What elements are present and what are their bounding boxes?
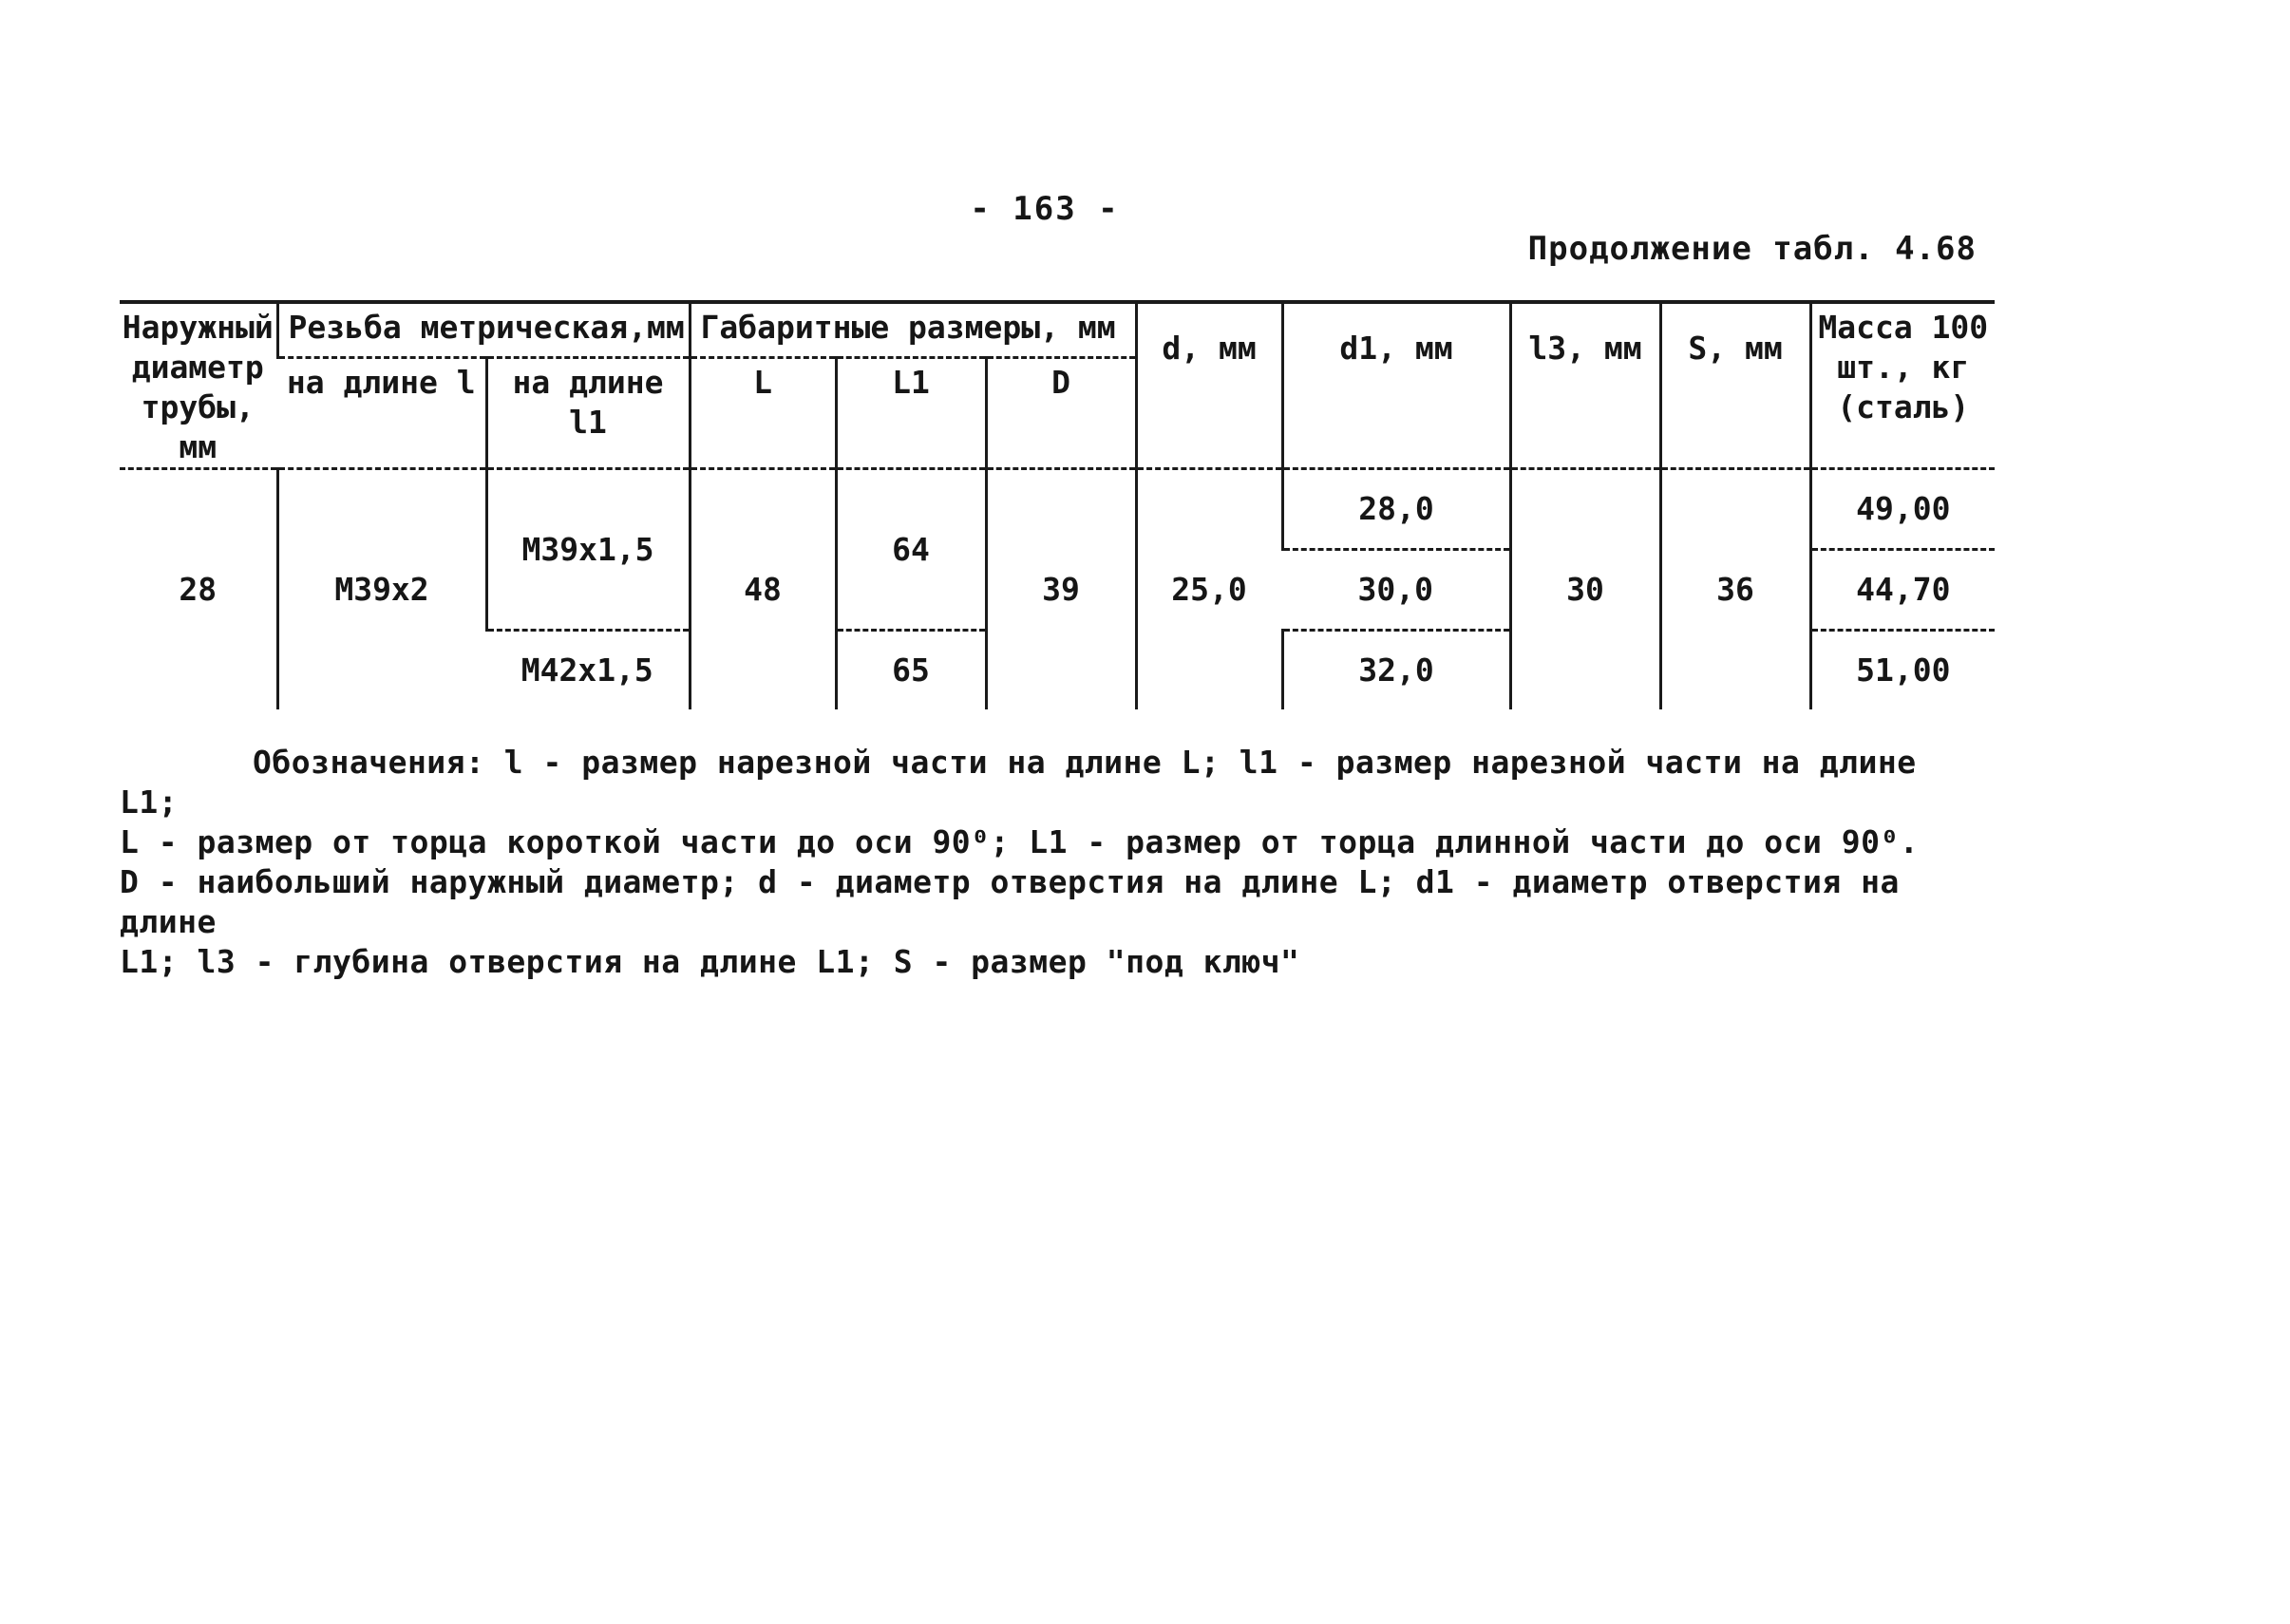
header-mass: Масса 100 шт., кг (сталь): [1810, 304, 1995, 469]
cell-D: 39: [986, 469, 1136, 710]
header-overall-group: Габаритные размеры, мм: [690, 304, 1136, 358]
note-line: Обозначения: l - размер нарезной части на длине L; l1 - размер нарезной части на длине L1;: [120, 744, 1917, 821]
cell-L: 48: [690, 469, 836, 710]
header-l3: l3, мм: [1510, 304, 1660, 469]
cell-mass-2: 44,70: [1810, 550, 1995, 631]
cell-L1-b: 65: [836, 631, 986, 710]
cell-d1-3: 32,0: [1282, 631, 1510, 710]
table-continuation-label: Продолжение табл. 4.68: [1527, 230, 1977, 268]
page-number: - 163 -: [970, 190, 1120, 228]
note-line: L - размер от торца короткой части до оси 90⁰; L1 - размер от торца длинной части до оси 90⁰.: [120, 823, 1920, 860]
cell-d1-1: 28,0: [1282, 469, 1510, 550]
cell-d: 25,0: [1136, 469, 1282, 710]
cell-mass-3: 51,00: [1810, 631, 1995, 710]
cell-L1-a: 64: [836, 469, 986, 631]
cell-l3: 30: [1510, 469, 1660, 710]
header-thread-l: на длине l: [277, 358, 486, 469]
legend-notes: [120, 743, 1972, 982]
note-line: L1; l3 - глубина отверстия на длине L1; S - размер "под ключ": [120, 943, 1300, 980]
cell-thread-l1-a: М39х1,5: [486, 469, 690, 631]
cell-mass-1: 49,00: [1810, 469, 1995, 550]
cell-thread-l: М39х2: [277, 469, 486, 710]
cell-outer-diameter: 28: [179, 571, 218, 608]
header-outer-diameter: Наружный диаметр трубы, мм: [120, 304, 277, 469]
note-line: D - наибольший наружный диаметр; d - диаметр отверстия на длине L; d1 - диаметр отверстия на длине: [120, 863, 1900, 940]
specification-table: [120, 300, 1995, 709]
header-thread-l1: на длине l1: [486, 358, 690, 469]
cell-S: 36: [1660, 469, 1810, 710]
header-L: L: [690, 358, 836, 469]
header-S: S, мм: [1660, 304, 1810, 469]
header-L1: L1: [836, 358, 986, 469]
header-d: d, мм: [1136, 304, 1282, 469]
table-row: [120, 469, 1995, 550]
cell-d1-2: 30,0: [1282, 550, 1510, 631]
header-D: D: [986, 358, 1136, 469]
header-thread-group: Резьба метрическая,мм: [277, 304, 690, 358]
cell-thread-l1-b: М42х1,5: [520, 651, 653, 689]
header-d1: d1, мм: [1282, 304, 1510, 469]
